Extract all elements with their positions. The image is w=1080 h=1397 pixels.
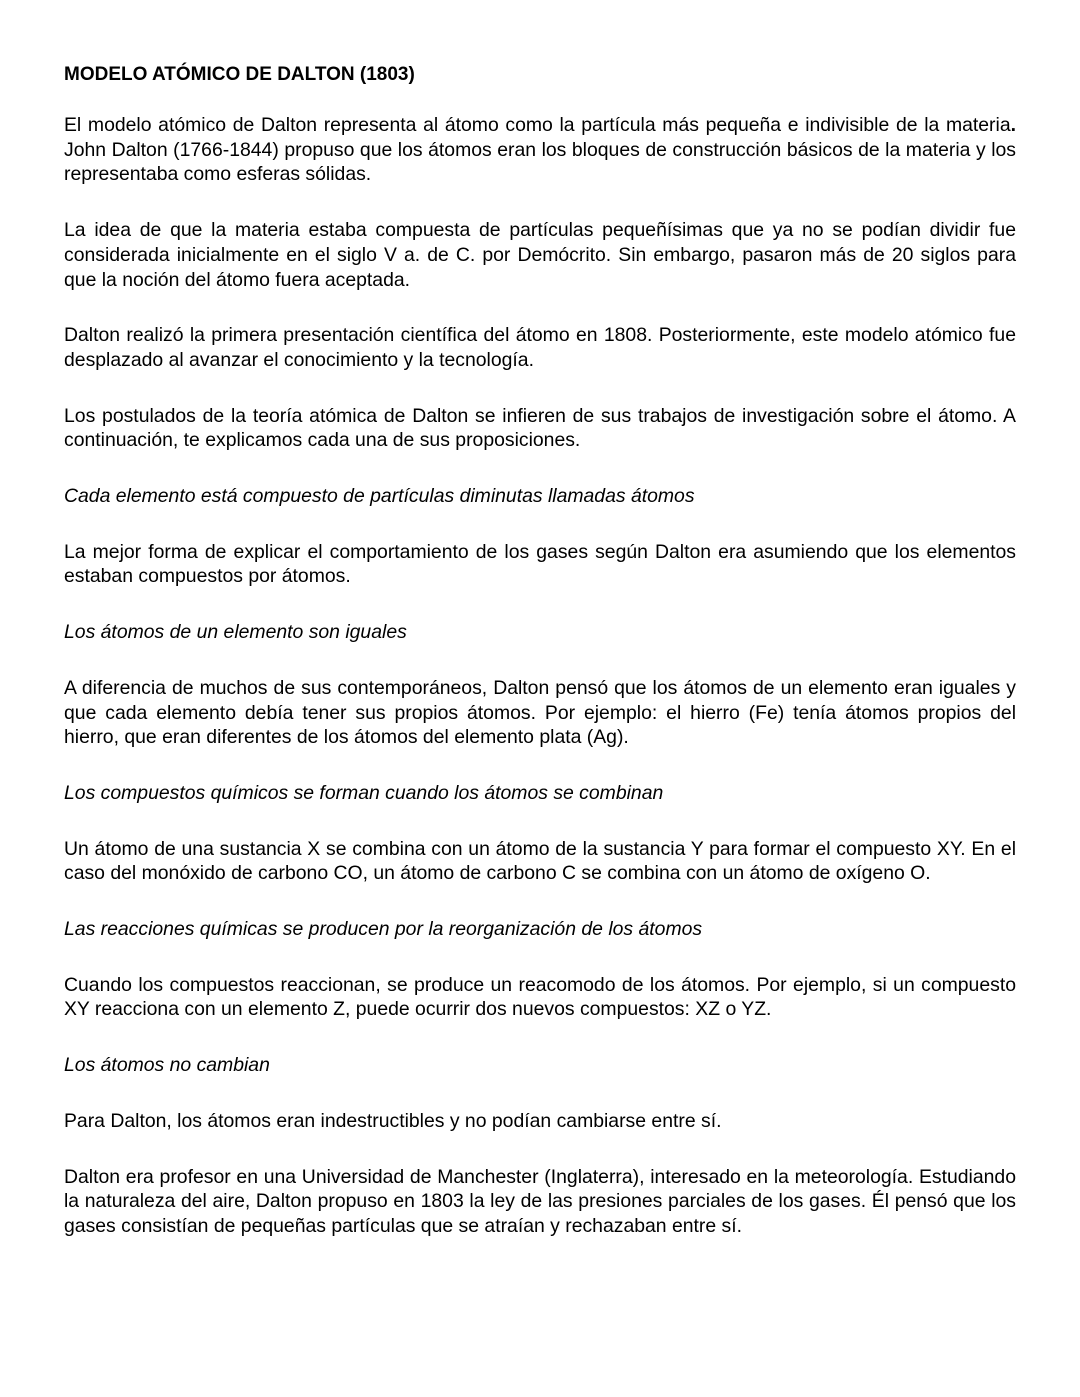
postulate-text-4: Cuando los compuestos reaccionan, se produce un reacomodo de los átomos. Por ejemplo, si un compuesto XY reacciona con un elemento Z, puede ocurrir dos nuevos compuestos: XZ o YZ. xyxy=(64,973,1016,1021)
postulate-heading-3: Los compuestos químicos se forman cuando los átomos se combinan xyxy=(64,781,664,804)
postulate-heading-4: Las reacciones químicas se producen por la reorganización de los átomos xyxy=(64,918,703,941)
closing-paragraph: Dalton era profesor en una Universidad de Manchester (Inglaterra), interesado en la meteorología. Estudiando la naturaleza del aire, Dalton propuso en 1803 la ley de las presiones parciales de los gases. Él pensó que los gases consistían de pequeñas partículas que se atraían y rechazaban entre sí. xyxy=(64,1165,1016,1237)
intro-paragraph-1-part2: John Dalton (1766-1844) propuso que los átomos eran los bloques de construcción básicos de la materia y los representaba como esferas sólidas. xyxy=(64,138,1016,186)
intro-paragraph-1 xyxy=(64,113,1016,187)
postulate-text-1: La mejor forma de explicar el comportamiento de los gases según Dalton era asumiendo que los elementos estaban compuestos por átomos. xyxy=(64,540,1016,588)
postulate-heading-2: Los átomos de un elemento son iguales xyxy=(64,621,407,644)
intro-paragraph-2: La idea de que la materia estaba compuesta de partículas pequeñísimas que ya no se podían dividir fue considerada inicialmente en el siglo V a. de C. por Demócrito. Sin embargo, pasaron más de 20 siglos para que la noción del átomo fuera aceptada. xyxy=(64,219,1016,291)
postulate-text-5: Para Dalton, los átomos eran indestructibles y no podían cambiarse entre sí. xyxy=(64,1109,722,1132)
intro-paragraph-4: Los postulados de la teoría atómica de Dalton se infieren de sus trabajos de investigación sobre el átomo. A continuación, te explicamos cada una de sus proposiciones. xyxy=(64,404,1016,452)
postulate-text-2: A diferencia de muchos de sus contemporáneos, Dalton pensó que los átomos de un elemento eran iguales y que cada elemento debía tener sus propios átomos. Por ejemplo: el hierro (Fe) tenía átomos propios del hierro, que eran diferentes de los átomos del elemento plata (Ag). xyxy=(64,676,1016,749)
intro-paragraph-1-bold-period: . xyxy=(1010,114,1016,136)
intro-paragraph-1-part1: El modelo atómico de Dalton representa al átomo como la partícula más pequeña e indivisible de la materia xyxy=(64,114,1011,136)
intro-paragraph-3: Dalton realizó la primera presentación científica del átomo en 1808. Posteriormente, este modelo atómico fue desplazado al avanzar el conocimiento y la tecnología. xyxy=(64,324,1016,371)
document-title: MODELO ATÓMICO DE DALTON (1803) xyxy=(64,64,415,85)
postulate-heading-5: Los átomos no cambian xyxy=(64,1054,270,1077)
document-page xyxy=(64,62,1016,1270)
postulate-heading-1: Cada elemento está compuesto de partículas diminutas llamadas átomos xyxy=(64,485,695,508)
postulate-text-3: Un átomo de una sustancia X se combina con un átomo de la sustancia Y para formar el compuesto XY. En el caso del monóxido de carbono CO, un átomo de carbono C se combina con un átomo de oxígeno O. xyxy=(64,837,1016,885)
